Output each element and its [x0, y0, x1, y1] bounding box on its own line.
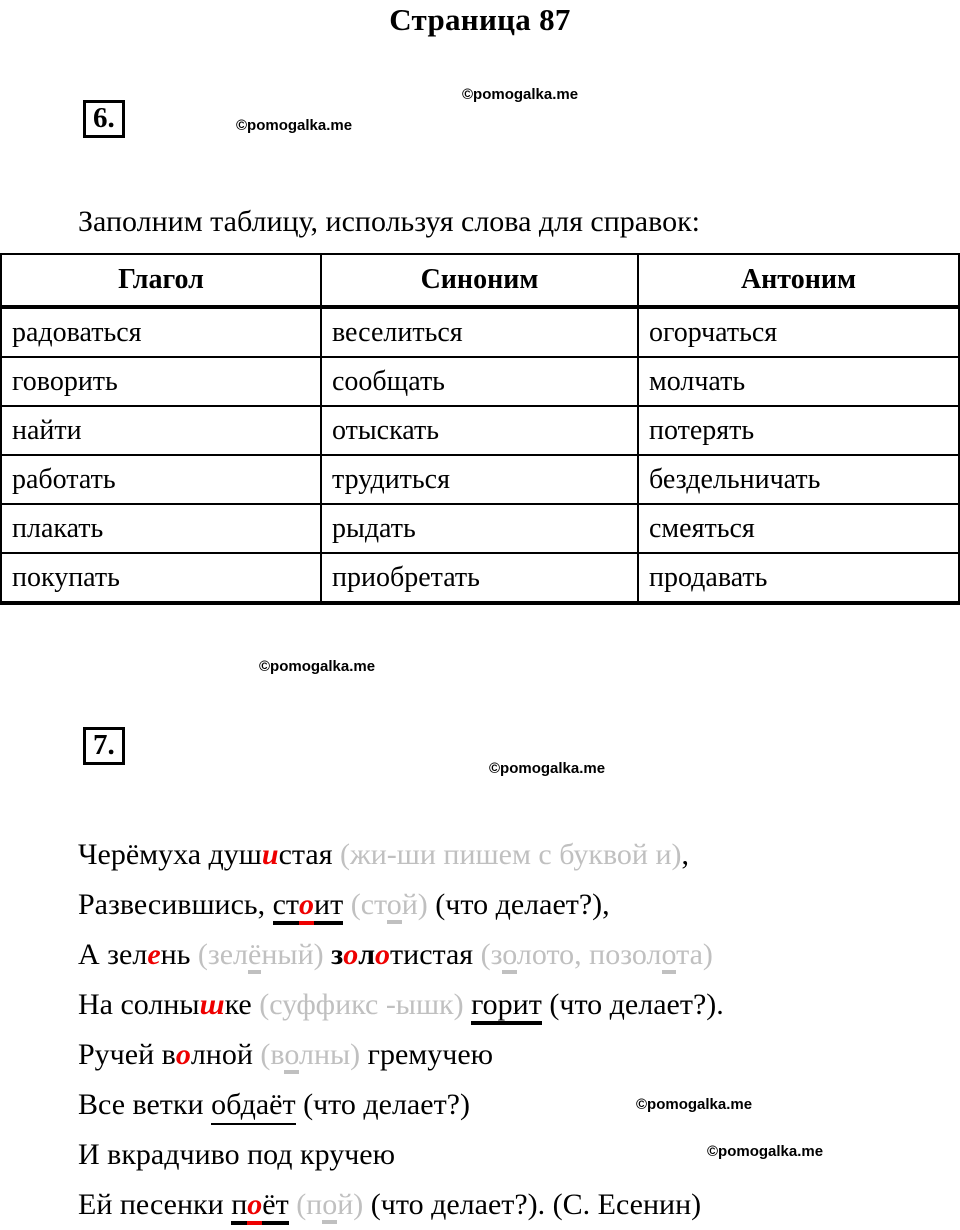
spelling-hint-letter: о	[322, 1188, 337, 1224]
watermark: ©pomogalka.me	[259, 658, 376, 675]
poem-text-segment: Развесившись,	[78, 888, 273, 921]
poem-line-8	[78, 1180, 724, 1230]
synonym-antonym-table-wrapper	[0, 253, 958, 605]
poem-line-2	[78, 880, 724, 930]
watermark: ©pomogalka.me	[236, 117, 353, 134]
grammar-question: (что делает?).	[541, 988, 724, 1021]
highlighted-letter: о	[343, 938, 359, 971]
synonym-antonym-table	[0, 253, 960, 605]
poem-line-5	[78, 1030, 724, 1080]
poem-text-segment: л	[358, 938, 376, 971]
spelling-hint: (зел	[197, 938, 249, 971]
exercise6-prompt: Заполним таблицу, используя слова для справок:	[78, 205, 700, 238]
table-header-row	[1, 254, 959, 307]
poem-line-4	[78, 980, 724, 1030]
poem-text	[78, 830, 724, 1230]
exercise-number-7: 7.	[83, 727, 125, 765]
table-cell-synonym: сообщать	[321, 357, 638, 406]
highlighted-letter: о	[375, 938, 391, 971]
table-row	[1, 455, 959, 504]
table-row	[1, 307, 959, 357]
watermark: ©pomogalka.me	[489, 760, 606, 777]
table-cell-synonym: веселиться	[321, 307, 638, 357]
poem-text-segment: А зел	[78, 938, 148, 971]
poem-text-segment: Черёмуха душ	[78, 838, 262, 871]
grammar-question: (что делает?),	[435, 888, 610, 921]
table-row	[1, 553, 959, 603]
spelling-hint-letter: ё	[248, 938, 261, 974]
poem-text-segment: ке	[224, 988, 260, 1021]
watermark: ©pomogalka.me	[636, 1096, 753, 1113]
predicate-underline: горит	[471, 988, 542, 1025]
table-cell-antonym: продавать	[638, 553, 959, 603]
spelling-hint: (ст	[343, 888, 387, 921]
spelling-hint: лны)	[298, 1038, 361, 1071]
highlighted-letter: ш	[199, 988, 225, 1021]
spelling-hint: (жи-ши пишем с буквой и)	[340, 838, 682, 871]
poem-line-6	[78, 1080, 724, 1130]
spelling-hint-letter: о	[387, 888, 402, 924]
table-cell-antonym: молчать	[638, 357, 959, 406]
spelling-hint-letter: о	[502, 938, 517, 974]
grammar-question: (что делает?). (С. Есенин)	[370, 1188, 702, 1221]
spelling-hint: ный)	[261, 938, 332, 971]
poem-text-segment	[464, 988, 472, 1021]
spelling-hint: й)	[337, 1188, 371, 1221]
spelling-hint: (в	[260, 1038, 285, 1071]
predicate-underline: ёт	[262, 1188, 288, 1225]
poem-text-segment: з	[331, 938, 344, 971]
poem-text-segment: И вкрадчиво под кручею	[78, 1138, 396, 1171]
table-cell-verb: найти	[1, 406, 321, 455]
table-cell-verb: работать	[1, 455, 321, 504]
table-cell-verb: покупать	[1, 553, 321, 603]
page-title: Страница 87	[389, 2, 571, 37]
table-cell-antonym: огорчаться	[638, 307, 959, 357]
poem-text-segment: лной	[190, 1038, 261, 1071]
spelling-hint-letter: о	[284, 1038, 299, 1074]
spelling-hint: (п	[288, 1188, 323, 1221]
table-cell-verb: радоваться	[1, 307, 321, 357]
highlighted-letter: и	[261, 838, 279, 871]
table-row	[1, 406, 959, 455]
poem-line-7	[78, 1130, 724, 1180]
poem-text-segment: Все ветки	[78, 1088, 212, 1121]
predicate-underline: ст	[273, 888, 299, 925]
predicate-underline: п	[231, 1188, 247, 1225]
highlighted-letter: о	[299, 888, 314, 925]
poem-text-segment: нь	[160, 938, 198, 971]
poem-line-1	[78, 830, 724, 880]
table-cell-synonym: приобретать	[321, 553, 638, 603]
poem-text-segment: тистая	[390, 938, 481, 971]
table-cell-synonym: трудиться	[321, 455, 638, 504]
poem-text-segment: стая	[278, 838, 340, 871]
highlighted-letter: о	[247, 1188, 262, 1225]
poem-line-3	[78, 930, 724, 980]
predicate-underline: обдаёт	[211, 1088, 296, 1125]
table-cell-verb: говорить	[1, 357, 321, 406]
table-cell-antonym: бездельничать	[638, 455, 959, 504]
spelling-hint: й)	[401, 888, 436, 921]
poem-text-segment: гремучею	[360, 1038, 494, 1071]
poem-text-segment: Ей песенки	[78, 1188, 232, 1221]
table-cell-verb: плакать	[1, 504, 321, 553]
highlighted-letter: о	[175, 1038, 191, 1071]
watermark: ©pomogalka.me	[462, 86, 579, 103]
grammar-question: (что делает?)	[295, 1088, 470, 1121]
spelling-hint: та)	[676, 938, 713, 971]
spelling-hint: (з	[480, 938, 503, 971]
highlighted-letter: е	[147, 938, 161, 971]
spelling-hint-letter: о	[662, 938, 677, 974]
exercise-number-6: 6.	[83, 100, 125, 138]
poem-text-segment: На солны	[78, 988, 200, 1021]
table-cell-antonym: смеяться	[638, 504, 959, 553]
table-cell-synonym: рыдать	[321, 504, 638, 553]
table-row	[1, 357, 959, 406]
poem-text-segment: ,	[681, 838, 689, 871]
predicate-underline: ит	[314, 888, 343, 925]
spelling-hint: (суффикс -ышк)	[259, 988, 464, 1021]
table-header-antonym: Антоним	[638, 254, 959, 307]
poem-text-segment: Ручей в	[78, 1038, 176, 1071]
table-row	[1, 504, 959, 553]
table-header-verb: Глагол	[1, 254, 321, 307]
watermark: ©pomogalka.me	[707, 1143, 824, 1160]
table-cell-antonym: потерять	[638, 406, 959, 455]
table-header-synonym: Синоним	[321, 254, 638, 307]
table-cell-synonym: отыскать	[321, 406, 638, 455]
spelling-hint: лото, позол	[516, 938, 662, 971]
